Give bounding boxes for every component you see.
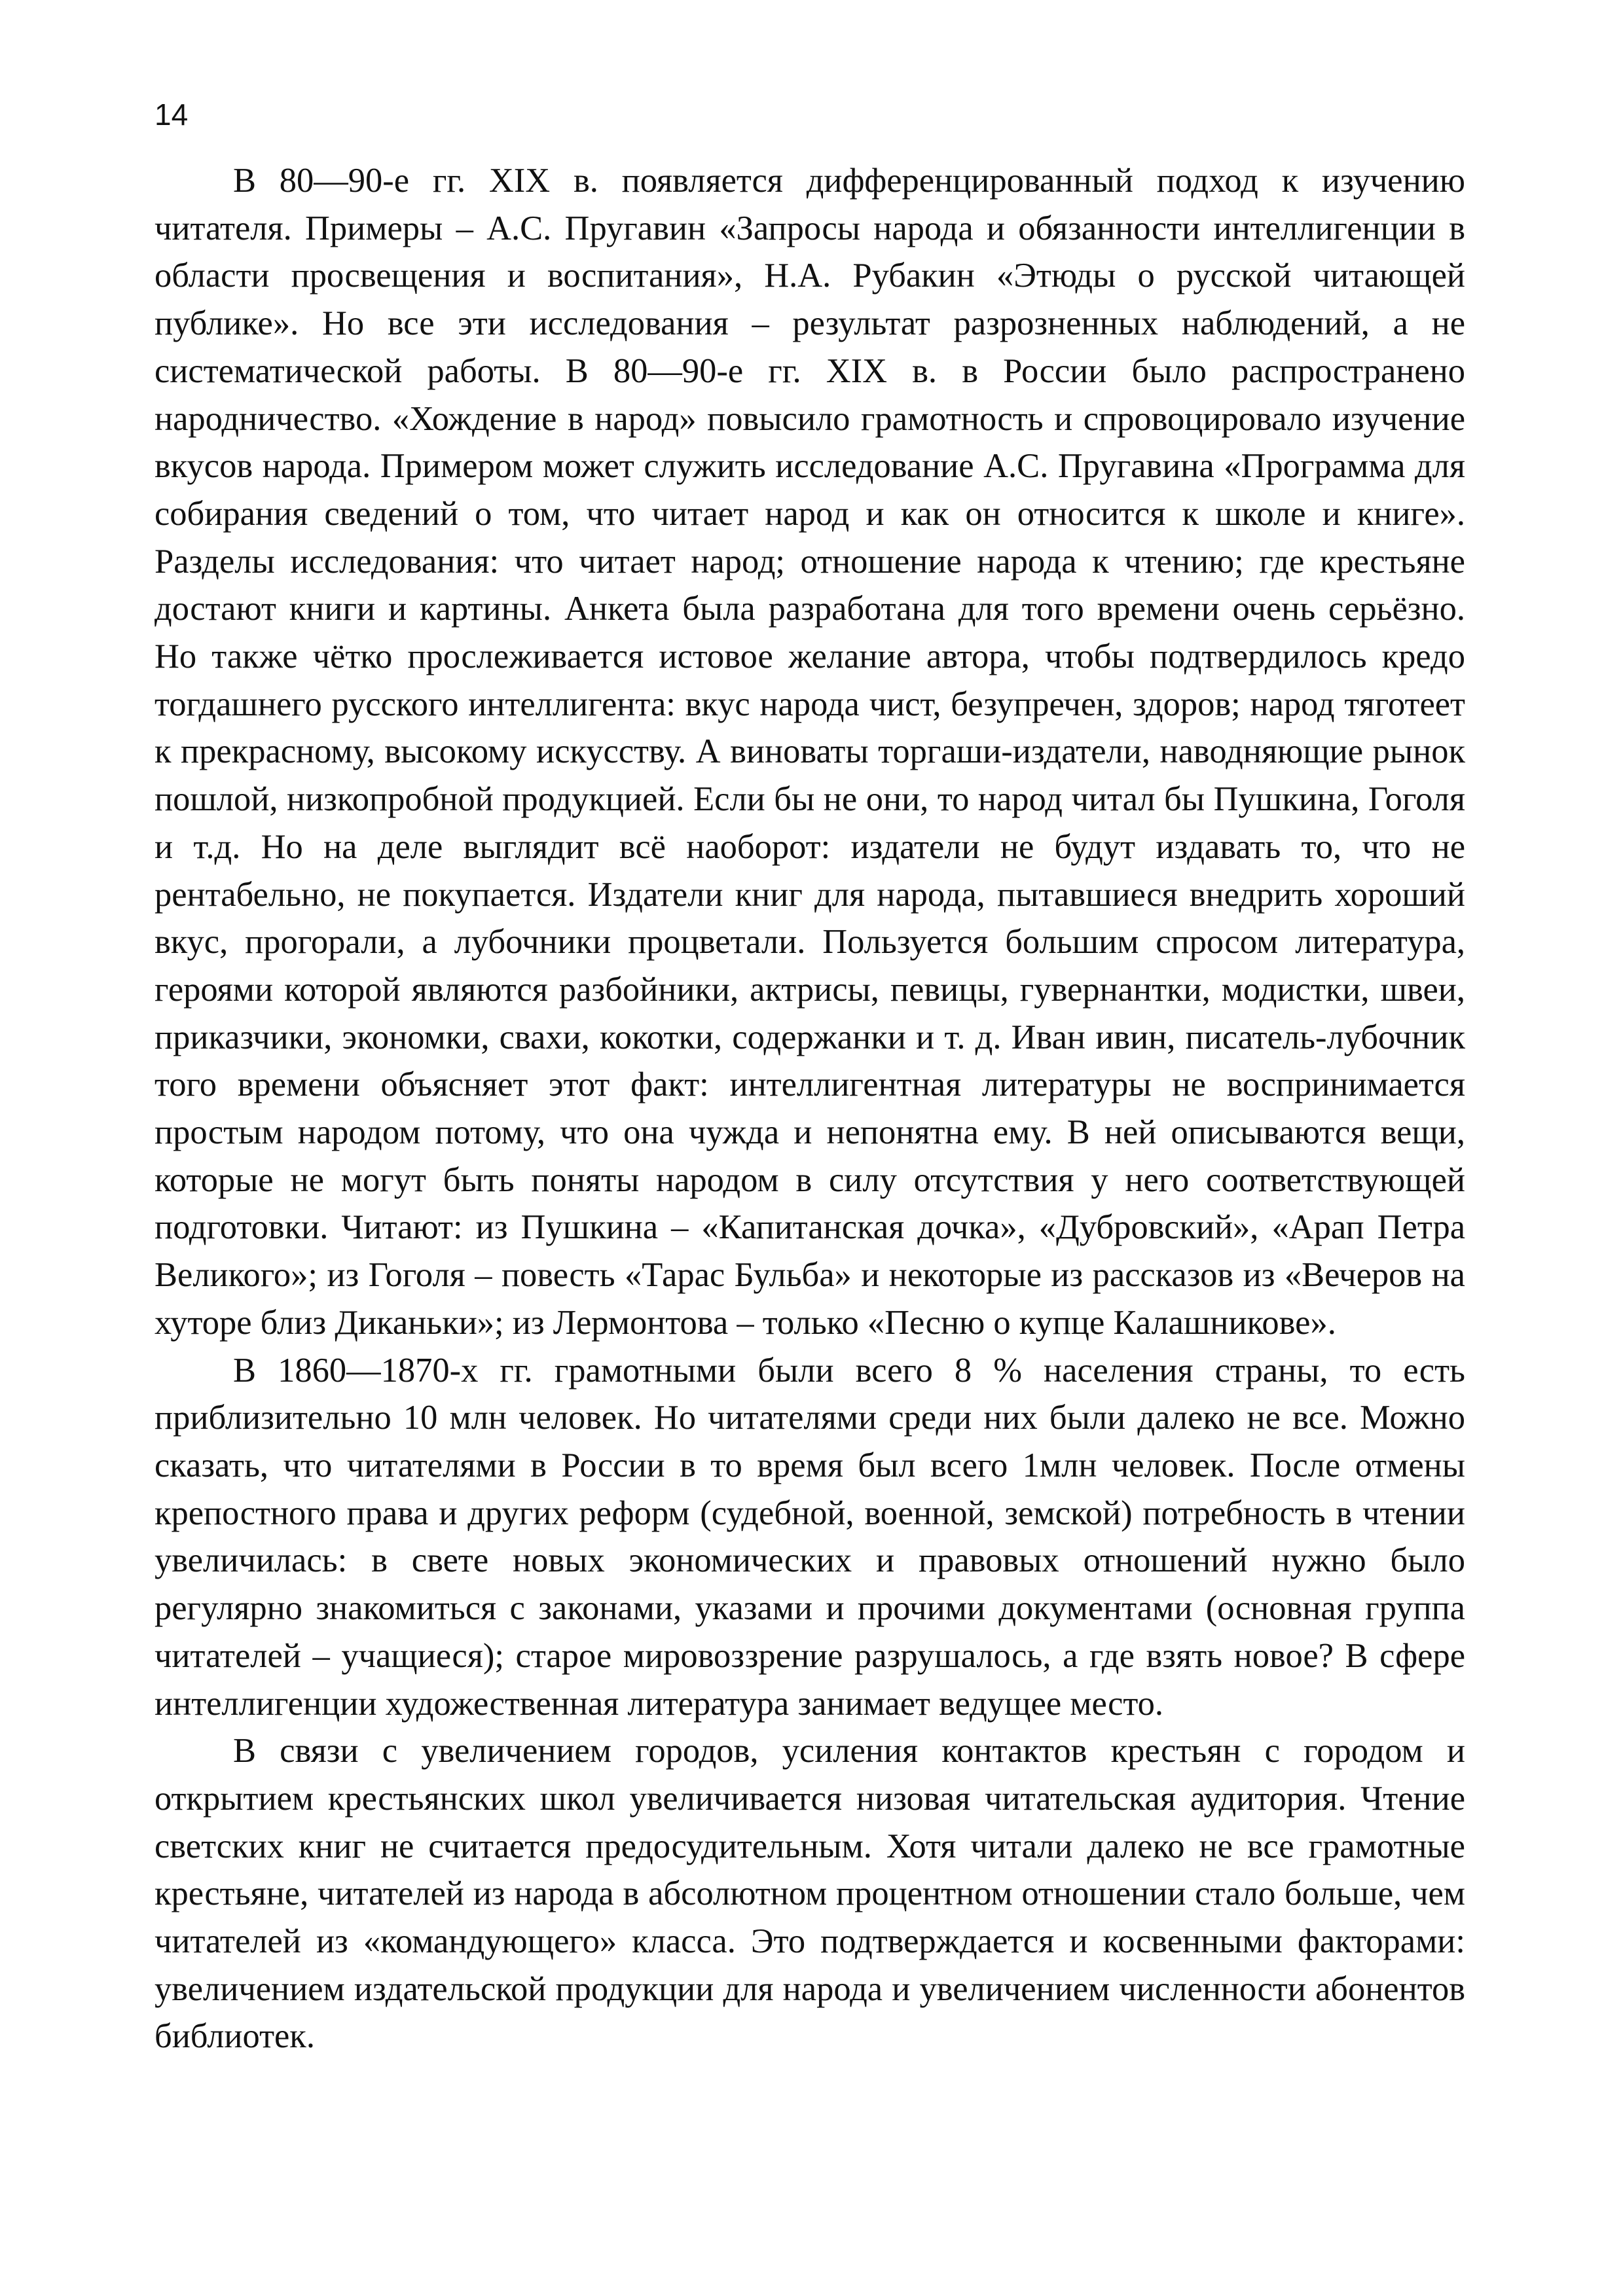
page-number: 14: [155, 98, 189, 132]
paragraph-3: В связи с увеличением городов, усиления контактов крестьян с городом и открытием крестьянских школ увеличивается низовая читательская аудитория. Чтение светских книг не считается предосудительным. Хотя читали далеко не все грамотные крестьяне, читателей из народа в абсолютном процентном отношении стало больше, чем читателей из «командующего» класса. Это подтверждается и косвенными факторами: увеличением издательской продукции для народа и увеличением численности абонентов библиотек.: [155, 1732, 1465, 2056]
paragraph-1: В 80—90-е гг. XIX в. появляется дифференцированный подход к изучению читателя. Примеры – А.С. Пругавин «Запросы народа и обязанности интеллигенции в области просвещения и воспитания», Н.А. Рубакин «Этюды о русской читающей публике». Но все эти исследования – результат разрозненных наблюдений, а не систематической работы. В 80—90-е гг. XIX в. в России было распространено народничество. «Хождение в народ» повысило грамотность и спровоцировало изучение вкусов народа. Примером может служить исследование А.С. Пругавина «Программа для собирания сведений о том, что читает народ и как он относится к школе и книге». Разделы исследования: что читает народ; отношение народа к чтению; где крестьяне достают книги и картины. Анкета была разработана для того времени очень серьёзно. Но также чётко прослеживается истовое желание автора, чтобы подтвердилось кредо тогдашнего русского интеллигента: вкус народа чист, безупречен, здоров; народ тяготеет к прекрасному, высокому искусству. А виноваты торгаши-издатели, наводняющие рынок пошлой, низкопробной продукцией. Если бы не они, то народ читал бы Пушкина, Гоголя и т.д. Но на деле выглядит всё наоборот: издатели не будут издавать то, что не рентабельно, не покупается. Издатели книг для народа, пытавшиеся внедрить хороший вкус, прогорали, а лубочники процветали. Пользуется большим спросом литература, героями которой являются разбойники, актрисы, певицы, гувернантки, модистки, швеи, приказчики, экономки, свахи, кокотки, содержанки и т. д. Иван ивин, писатель-лубочник того времени объясняет этот факт: интеллигентная литературы не воспринимается простым народом потому, что она чужда и непонятна ему. В ней описываются вещи, которые не могут быть поняты народом в силу отсутствия у него соответствующей подготовки. Читают: из Пушкина – «Капитанская дочка», «Дубровский», «Арап Петра Великого»; из Гоголя – повесть «Тарас Бульба» и некоторые из рассказов из «Вечеров на хуторе близ Диканьки»; из Лермонтова – только «Песню о купце Калашникове».: [155, 162, 1465, 1342]
text-body: [155, 157, 1465, 2060]
paragraph-2: В 1860—1870-х гг. грамотными были всего 8 % населения страны, то есть приблизительно 10 млн человек. Но читателями среди них были далеко не все. Можно сказать, что читателями в России в то время был всего 1млн человек. После отмены крепостного права и других реформ (судебной, военной, земской) потребность в чтении увеличилась: в свете новых экономических и правовых отношений нужно было регулярно знакомиться с законами, указами и прочими документами (основная группа читателей – учащиеся); старое мировоззрение разрушалось, а где взять новое? В сфере интеллигенции художественная литература занимает ведущее место.: [155, 1351, 1465, 1723]
